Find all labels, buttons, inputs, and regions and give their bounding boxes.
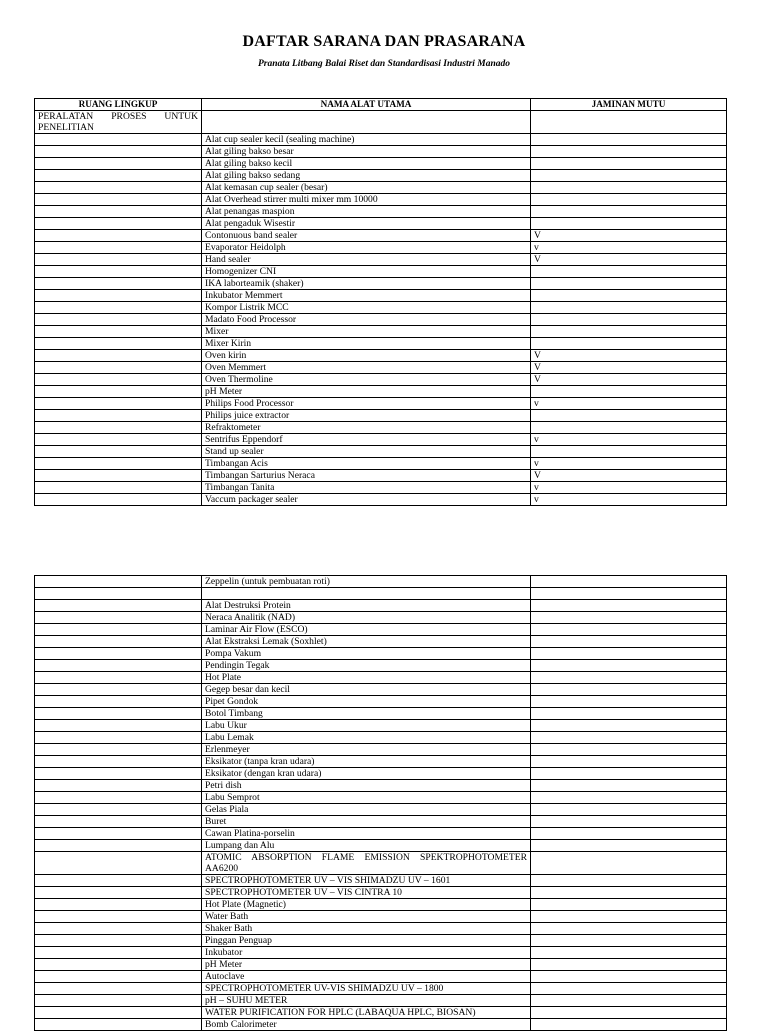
equipment-name-cell: Lumpang dan Alu <box>202 840 531 852</box>
scope-cell <box>35 1007 202 1019</box>
table-row <box>35 744 727 756</box>
scope-cell <box>35 852 202 875</box>
table-row <box>35 254 727 266</box>
table-row <box>35 422 727 434</box>
equipment-name-cell: Erlenmeyer <box>202 744 531 756</box>
quality-assurance-cell <box>531 911 727 923</box>
scope-cell <box>35 840 202 852</box>
quality-assurance-cell <box>531 828 727 840</box>
scope-cell <box>35 206 202 218</box>
table-row <box>35 338 727 350</box>
table-row <box>35 732 727 744</box>
table-row <box>35 828 727 840</box>
equipment-name-cell: Petri dish <box>202 780 531 792</box>
equipment-name-cell: ATOMIC ABSORPTION FLAME EMISSION SPEKTROPHOTOMETER AA6200 <box>202 852 531 875</box>
scope-cell <box>35 326 202 338</box>
equipment-name-cell: Stand up sealer <box>202 446 531 458</box>
table-row <box>35 720 727 732</box>
quality-assurance-cell <box>531 1007 727 1019</box>
table-row <box>35 374 727 386</box>
scope-cell <box>35 410 202 422</box>
table-row <box>35 708 727 720</box>
table-row <box>35 696 727 708</box>
quality-assurance-cell: v <box>531 494 727 506</box>
quality-assurance-cell: V <box>531 470 727 482</box>
quality-assurance-cell <box>531 816 727 828</box>
quality-assurance-cell <box>531 852 727 875</box>
equipment-name-cell: Hot Plate <box>202 672 531 684</box>
table-row <box>35 672 727 684</box>
scope-cell <box>35 600 202 612</box>
table-row <box>35 935 727 947</box>
quality-assurance-cell <box>531 696 727 708</box>
scope-cell <box>35 935 202 947</box>
scope-cell <box>35 696 202 708</box>
quality-assurance-cell <box>531 314 727 326</box>
scope-cell <box>35 947 202 959</box>
table-row <box>35 446 727 458</box>
quality-assurance-cell: v <box>531 434 727 446</box>
table-row <box>35 182 727 194</box>
scope-cell <box>35 230 202 242</box>
equipment-name-cell: Alat Overhead stirrer multi mixer mm 10000 <box>202 194 531 206</box>
quality-assurance-cell <box>531 983 727 995</box>
quality-assurance-cell <box>531 744 727 756</box>
scope-cell <box>35 374 202 386</box>
table-row <box>35 386 727 398</box>
table-row <box>35 911 727 923</box>
scope-cell <box>35 278 202 290</box>
table-row <box>35 852 727 875</box>
scope-cell <box>35 828 202 840</box>
equipment-name-cell: Inkubator <box>202 947 531 959</box>
scope-cell <box>35 576 202 588</box>
scope-cell <box>35 290 202 302</box>
table-row <box>35 1019 727 1031</box>
scope-cell <box>35 792 202 804</box>
scope-cell <box>35 624 202 636</box>
quality-assurance-cell <box>531 612 727 624</box>
equipment-name-cell: Oven Thermoline <box>202 374 531 386</box>
equipment-name-cell: SPECTROPHOTOMETER UV-VIS SHIMADZU UV – 1800 <box>202 983 531 995</box>
scope-cell <box>35 494 202 506</box>
table-row <box>35 780 727 792</box>
scope-cell <box>35 995 202 1007</box>
equipment-name-cell: Labu Lemak <box>202 732 531 744</box>
quality-assurance-cell <box>531 1019 727 1031</box>
quality-assurance-cell <box>531 947 727 959</box>
equipment-name-cell: Alat penangas maspion <box>202 206 531 218</box>
table-row <box>35 756 727 768</box>
header-jaminan-mutu: JAMINAN MUTU <box>531 99 727 111</box>
table-row <box>35 410 727 422</box>
quality-assurance-cell <box>531 422 727 434</box>
quality-assurance-cell <box>531 134 727 146</box>
table-row <box>35 887 727 899</box>
table-row <box>35 302 727 314</box>
equipment-name-cell: Botol Timbang <box>202 708 531 720</box>
table-row <box>35 266 727 278</box>
equipment-name-cell: pH Meter <box>202 959 531 971</box>
equipment-name-cell: Alat Destruksi Protein <box>202 600 531 612</box>
equipment-name-cell: Alat giling bakso sedang <box>202 170 531 182</box>
scope-cell <box>35 266 202 278</box>
table-row <box>35 636 727 648</box>
scope-cell <box>35 708 202 720</box>
scope-cell <box>35 899 202 911</box>
equipment-name-cell <box>202 588 531 600</box>
equipment-name-cell: Philips juice extractor <box>202 410 531 422</box>
header-ruang-lingkup: RUANG LINGKUP <box>35 99 202 111</box>
scope-cell <box>35 887 202 899</box>
equipment-name-cell: Zeppelin (untuk pembuatan roti) <box>202 576 531 588</box>
table-row <box>35 971 727 983</box>
quality-assurance-cell <box>531 111 727 134</box>
header-nama-alat-utama: NAMA ALAT UTAMA <box>202 99 531 111</box>
quality-assurance-cell <box>531 338 727 350</box>
equipment-name-cell: Mixer Kirin <box>202 338 531 350</box>
table-row <box>35 600 727 612</box>
table-row <box>35 768 727 780</box>
scope-cell <box>35 732 202 744</box>
equipment-name-cell: Pendingin Tegak <box>202 660 531 672</box>
table-row <box>35 995 727 1007</box>
table-row <box>35 170 727 182</box>
equipment-name-cell: Alat giling bakso kecil <box>202 158 531 170</box>
scope-cell <box>35 146 202 158</box>
equipment-name-cell: Bomb Calorimeter <box>202 1019 531 1031</box>
equipment-name-cell: SPECTROPHOTOMETER UV – VIS CINTRA 10 <box>202 887 531 899</box>
table-row <box>35 482 727 494</box>
equipment-name-cell: Hand sealer <box>202 254 531 266</box>
equipment-name-cell: Autoclave <box>202 971 531 983</box>
table-row <box>35 947 727 959</box>
scope-cell <box>35 422 202 434</box>
quality-assurance-cell <box>531 780 727 792</box>
equipment-name-cell: Shaker Bath <box>202 923 531 935</box>
table-row <box>35 158 727 170</box>
scope-cell: PERALATAN PROSES UNTUK PENELITIAN <box>35 111 202 134</box>
table-row <box>35 612 727 624</box>
table-row <box>35 684 727 696</box>
table-row <box>35 804 727 816</box>
quality-assurance-cell <box>531 218 727 230</box>
table-row <box>35 314 727 326</box>
equipment-name-cell: Labu Ukur <box>202 720 531 732</box>
quality-assurance-cell <box>531 768 727 780</box>
scope-cell <box>35 612 202 624</box>
equipment-name-cell: Alat kemasan cup sealer (besar) <box>202 182 531 194</box>
equipment-name-cell: pH Meter <box>202 386 531 398</box>
equipment-name-cell: Labu Semprot <box>202 792 531 804</box>
equipment-name-cell: Philips Food Processor <box>202 398 531 410</box>
equipment-name-cell: Buret <box>202 816 531 828</box>
table-row <box>35 959 727 971</box>
equipment-name-cell: Gelas Piala <box>202 804 531 816</box>
quality-assurance-cell <box>531 290 727 302</box>
quality-assurance-cell <box>531 588 727 600</box>
equipment-name-cell: Alat pengaduk Wisestir <box>202 218 531 230</box>
table-row <box>35 398 727 410</box>
quality-assurance-cell <box>531 935 727 947</box>
quality-assurance-cell <box>531 194 727 206</box>
table-row <box>35 134 727 146</box>
scope-cell <box>35 446 202 458</box>
quality-assurance-cell <box>531 708 727 720</box>
equipment-name-cell: pH – SUHU METER <box>202 995 531 1007</box>
scope-cell <box>35 338 202 350</box>
equipment-name-cell: Madato Food Processor <box>202 314 531 326</box>
scope-cell <box>35 158 202 170</box>
quality-assurance-cell <box>531 875 727 887</box>
scope-cell <box>35 768 202 780</box>
table-row <box>35 111 727 134</box>
equipment-name-cell: Eksikator (dengan kran udara) <box>202 768 531 780</box>
quality-assurance-cell <box>531 182 727 194</box>
scope-cell <box>35 434 202 446</box>
equipment-name-cell: Alat Ekstraksi Lemak (Soxhlet) <box>202 636 531 648</box>
quality-assurance-cell <box>531 995 727 1007</box>
table-row <box>35 923 727 935</box>
quality-assurance-cell <box>531 840 727 852</box>
quality-assurance-cell <box>531 959 727 971</box>
table-row <box>35 792 727 804</box>
table-row <box>35 470 727 482</box>
table-row <box>35 242 727 254</box>
equipment-name-cell: Vaccum packager sealer <box>202 494 531 506</box>
table-row <box>35 458 727 470</box>
quality-assurance-cell: v <box>531 398 727 410</box>
quality-assurance-cell <box>531 576 727 588</box>
equipment-name-cell: Gegep besar dan kecil <box>202 684 531 696</box>
quality-assurance-cell <box>531 326 727 338</box>
table-row <box>35 816 727 828</box>
equipment-name-cell: Timbangan Sarturius Neraca <box>202 470 531 482</box>
quality-assurance-cell <box>531 804 727 816</box>
equipment-name-cell: Water Bath <box>202 911 531 923</box>
table-row <box>35 434 727 446</box>
quality-assurance-cell: v <box>531 458 727 470</box>
quality-assurance-cell <box>531 672 727 684</box>
scope-cell <box>35 134 202 146</box>
scope-cell <box>35 482 202 494</box>
scope-cell <box>35 983 202 995</box>
equipment-name-cell: Homogenizer CNI <box>202 266 531 278</box>
table-row <box>35 840 727 852</box>
table-row <box>35 362 727 374</box>
quality-assurance-cell <box>531 792 727 804</box>
scope-cell <box>35 672 202 684</box>
equipment-name-cell: Kompor Listrik MCC <box>202 302 531 314</box>
equipment-table-1 <box>34 98 727 506</box>
scope-cell <box>35 971 202 983</box>
table-row <box>35 648 727 660</box>
scope-cell <box>35 302 202 314</box>
equipment-name-cell: SPECTROPHOTOMETER UV – VIS SHIMADZU UV – 1601 <box>202 875 531 887</box>
table-row <box>35 194 727 206</box>
quality-assurance-cell <box>531 266 727 278</box>
equipment-name-cell: Oven Memmert <box>202 362 531 374</box>
equipment-name-cell: Cawan Platina-porselin <box>202 828 531 840</box>
document-title: DAFTAR SARANA DAN PRASARANA <box>242 33 526 50</box>
scope-cell <box>35 588 202 600</box>
table-header-row <box>35 99 727 111</box>
quality-assurance-cell: V <box>531 254 727 266</box>
table-row <box>35 624 727 636</box>
scope-cell <box>35 254 202 266</box>
scope-cell <box>35 804 202 816</box>
quality-assurance-cell <box>531 923 727 935</box>
equipment-name-cell: Neraca Analitik (NAD) <box>202 612 531 624</box>
quality-assurance-cell <box>531 660 727 672</box>
scope-cell <box>35 720 202 732</box>
table-row <box>35 290 727 302</box>
table-row <box>35 660 727 672</box>
equipment-name-cell: Refraktometer <box>202 422 531 434</box>
table-row <box>35 326 727 338</box>
quality-assurance-cell <box>531 971 727 983</box>
scope-cell <box>35 362 202 374</box>
scope-cell <box>35 398 202 410</box>
table-row <box>35 206 727 218</box>
quality-assurance-cell: V <box>531 230 727 242</box>
quality-assurance-cell <box>531 624 727 636</box>
equipment-name-cell: Sentrifus Eppendorf <box>202 434 531 446</box>
equipment-name-cell: IKA laborteamik (shaker) <box>202 278 531 290</box>
quality-assurance-cell <box>531 887 727 899</box>
quality-assurance-cell <box>531 648 727 660</box>
scope-cell <box>35 875 202 887</box>
table-row <box>35 350 727 362</box>
document-subtitle: Pranata Litbang Balai Riset dan Standardisasi Industri Manado <box>257 59 511 69</box>
quality-assurance-cell: v <box>531 242 727 254</box>
quality-assurance-cell <box>531 636 727 648</box>
quality-assurance-cell <box>531 720 727 732</box>
scope-cell <box>35 1019 202 1031</box>
quality-assurance-cell: V <box>531 374 727 386</box>
quality-assurance-cell <box>531 446 727 458</box>
quality-assurance-cell <box>531 302 727 314</box>
table-row <box>35 278 727 290</box>
equipment-name-cell: Alat cup sealer kecil (sealing machine) <box>202 134 531 146</box>
equipment-name-cell: Pipet Gondok <box>202 696 531 708</box>
scope-cell <box>35 242 202 254</box>
equipment-name-cell <box>202 111 531 134</box>
scope-cell <box>35 458 202 470</box>
quality-assurance-cell <box>531 386 727 398</box>
table-row <box>35 576 727 588</box>
scope-cell <box>35 218 202 230</box>
table-row <box>35 899 727 911</box>
equipment-name-cell: Oven kirin <box>202 350 531 362</box>
quality-assurance-cell <box>531 600 727 612</box>
quality-assurance-cell <box>531 206 727 218</box>
table-row <box>35 218 727 230</box>
scope-cell <box>35 170 202 182</box>
scope-cell <box>35 911 202 923</box>
quality-assurance-cell <box>531 146 727 158</box>
scope-cell <box>35 684 202 696</box>
quality-assurance-cell <box>531 684 727 696</box>
quality-assurance-cell <box>531 899 727 911</box>
scope-cell <box>35 350 202 362</box>
scope-cell <box>35 182 202 194</box>
quality-assurance-cell <box>531 732 727 744</box>
equipment-name-cell: Pinggan Penguap <box>202 935 531 947</box>
equipment-name-cell: Alat giling bakso besar <box>202 146 531 158</box>
scope-cell <box>35 959 202 971</box>
equipment-name-cell: Mixer <box>202 326 531 338</box>
equipment-name-cell: Laminar Air Flow (ESCO) <box>202 624 531 636</box>
quality-assurance-cell: V <box>531 362 727 374</box>
equipment-name-cell: Timbangan Acis <box>202 458 531 470</box>
equipment-name-cell: Eksikator (tanpa kran udara) <box>202 756 531 768</box>
table-row <box>35 983 727 995</box>
quality-assurance-cell <box>531 278 727 290</box>
scope-cell <box>35 648 202 660</box>
equipment-name-cell: Hot Plate (Magnetic) <box>202 899 531 911</box>
table-row <box>35 875 727 887</box>
scope-cell <box>35 780 202 792</box>
quality-assurance-cell <box>531 158 727 170</box>
scope-cell <box>35 314 202 326</box>
quality-assurance-cell <box>531 410 727 422</box>
quality-assurance-cell <box>531 756 727 768</box>
equipment-name-cell: Evaporator Heidolph <box>202 242 531 254</box>
table-row <box>35 230 727 242</box>
scope-cell <box>35 470 202 482</box>
table-row <box>35 1007 727 1019</box>
equipment-name-cell: Pompa Vakum <box>202 648 531 660</box>
scope-cell <box>35 744 202 756</box>
quality-assurance-cell: v <box>531 482 727 494</box>
scope-cell <box>35 386 202 398</box>
table-row <box>35 146 727 158</box>
table-row <box>35 588 727 600</box>
equipment-name-cell: Timbangan Tanita <box>202 482 531 494</box>
quality-assurance-cell: V <box>531 350 727 362</box>
equipment-name-cell: Contonuous band sealer <box>202 230 531 242</box>
equipment-name-cell: Inkubator Memmert <box>202 290 531 302</box>
scope-cell <box>35 923 202 935</box>
equipment-name-cell: WATER PURIFICATION FOR HPLC (LABAQUA HPLC, BIOSAN) <box>202 1007 531 1019</box>
scope-cell <box>35 194 202 206</box>
scope-cell <box>35 660 202 672</box>
table-row <box>35 494 727 506</box>
equipment-table-2 <box>34 575 727 1031</box>
scope-cell <box>35 816 202 828</box>
quality-assurance-cell <box>531 170 727 182</box>
scope-cell <box>35 636 202 648</box>
scope-cell <box>35 756 202 768</box>
